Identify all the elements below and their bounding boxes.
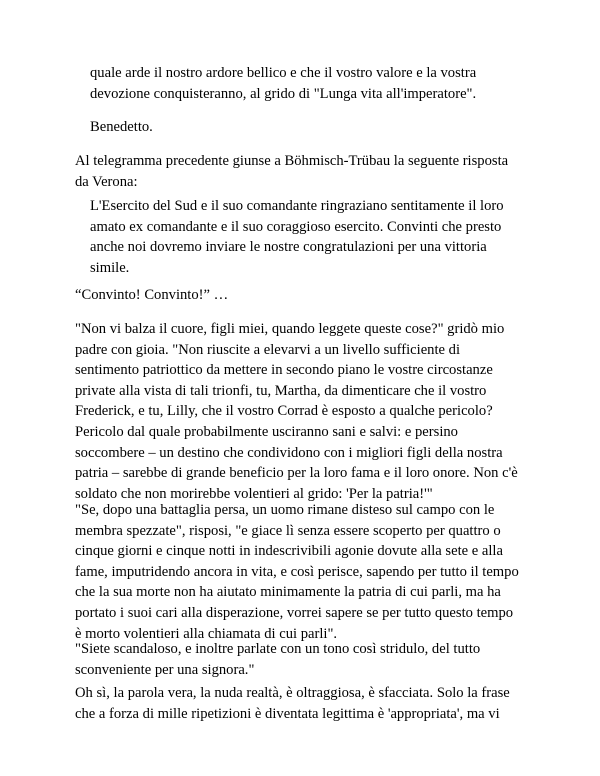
text-line: "Non vi balza il cuore, figli miei, quando leggete queste cose?" gridò mio xyxy=(75,321,505,337)
text-line: soldato che non morirebbe volentieri al grido: 'Per la patria!'" xyxy=(75,485,433,502)
text-line: che a forza di mille ripetizioni è diventata legittima è 'appropriata', ma vi xyxy=(75,705,500,722)
text-line: sconveniente per una signora." xyxy=(75,661,255,678)
text-line: anche noi dovremo inviare le nostre congratulazioni per una vittoria xyxy=(90,239,487,256)
text-line: patria – sarebbe di grande beneficio per la loro fama e il loro onore. Non c'è xyxy=(75,465,518,482)
father-speech-paragraph xyxy=(75,319,545,504)
text-line: Al telegramma precedente giunse a Böhmisch-Trübau la seguente risposta xyxy=(75,153,509,169)
text-line: “Convinto! Convinto!” … xyxy=(75,287,229,303)
text-line: amato ex comandante e il suo coraggioso esercito. Convinti che presto xyxy=(90,218,502,235)
narrative-paragraph xyxy=(75,151,545,192)
text-line: L'Esercito del Sud e il suo comandante ringraziano sentitamente il loro xyxy=(90,198,504,214)
text-line: Pericolo dal quale probabilmente usciranno sani e salvi: e persino xyxy=(75,423,458,440)
text-line: devozione conquisteranno, al grido di "Lunga vita all'imperatore". xyxy=(90,85,477,102)
letter-signature xyxy=(90,117,560,138)
text-line: sentimento patriottico da mettere in secondo piano le vostre circostanze xyxy=(75,362,493,379)
text-line: portato i suoi cari alla disperazione, vorrei sapere se per tutto questo tempo xyxy=(75,604,514,621)
text-line: Oh sì, la parola vera, la nuda realtà, è oltraggiosa, è sfacciata. Solo la frase xyxy=(75,685,510,701)
text-line: che la sua morte non ha aiutato minimamente la patria di cui parli, ma ha xyxy=(75,584,501,601)
text-line: "Siete scandaloso, e inoltre parlate con un tono così stridulo, del tutto xyxy=(75,641,481,657)
rebuke-paragraph xyxy=(75,639,545,680)
text-line: membra spezzate", risposi, "e giace lì senza essere scoperto per quattro o xyxy=(75,522,501,539)
text-line: Frederick, e tu, Lilly, che il vostro Corrad è esposto a qualche pericolo? xyxy=(75,403,493,420)
text-line: private alla vista di tali trionfi, tu, Martha, da dimenticare che il vostro xyxy=(75,382,487,399)
text-line: cinque giorni e cinque notti in indescrivibili agonie dovute alla sete e alla xyxy=(75,543,503,560)
reflection-paragraph xyxy=(75,683,545,724)
text-line: fame, imputridendo ancora in vita, e così perisce, sapendo per tutto il tempo xyxy=(75,563,519,580)
text-line: è morto volentieri alla chiamata di cui parli". xyxy=(75,625,338,642)
letter-closing-paragraph xyxy=(90,63,560,104)
text-line: simile. xyxy=(90,259,130,276)
text-line: da Verona: xyxy=(75,173,138,190)
text-line: soccombere – un destino che condividono con i migliori figli della nostra xyxy=(75,444,503,461)
telegram-reply-quote xyxy=(90,196,560,278)
exclamation-paragraph xyxy=(75,285,545,306)
text-line: padre con gioia. "Non riuscite a elevarvi a un livello sufficiente di xyxy=(75,341,460,358)
reply-speech-paragraph xyxy=(75,500,545,644)
text-line: Benedetto. xyxy=(90,119,153,135)
text-line: quale arde il nostro ardore bellico e che il vostro valore e la vostra xyxy=(90,65,477,81)
text-line: "Se, dopo una battaglia persa, un uomo rimane disteso sul campo con le xyxy=(75,502,495,518)
